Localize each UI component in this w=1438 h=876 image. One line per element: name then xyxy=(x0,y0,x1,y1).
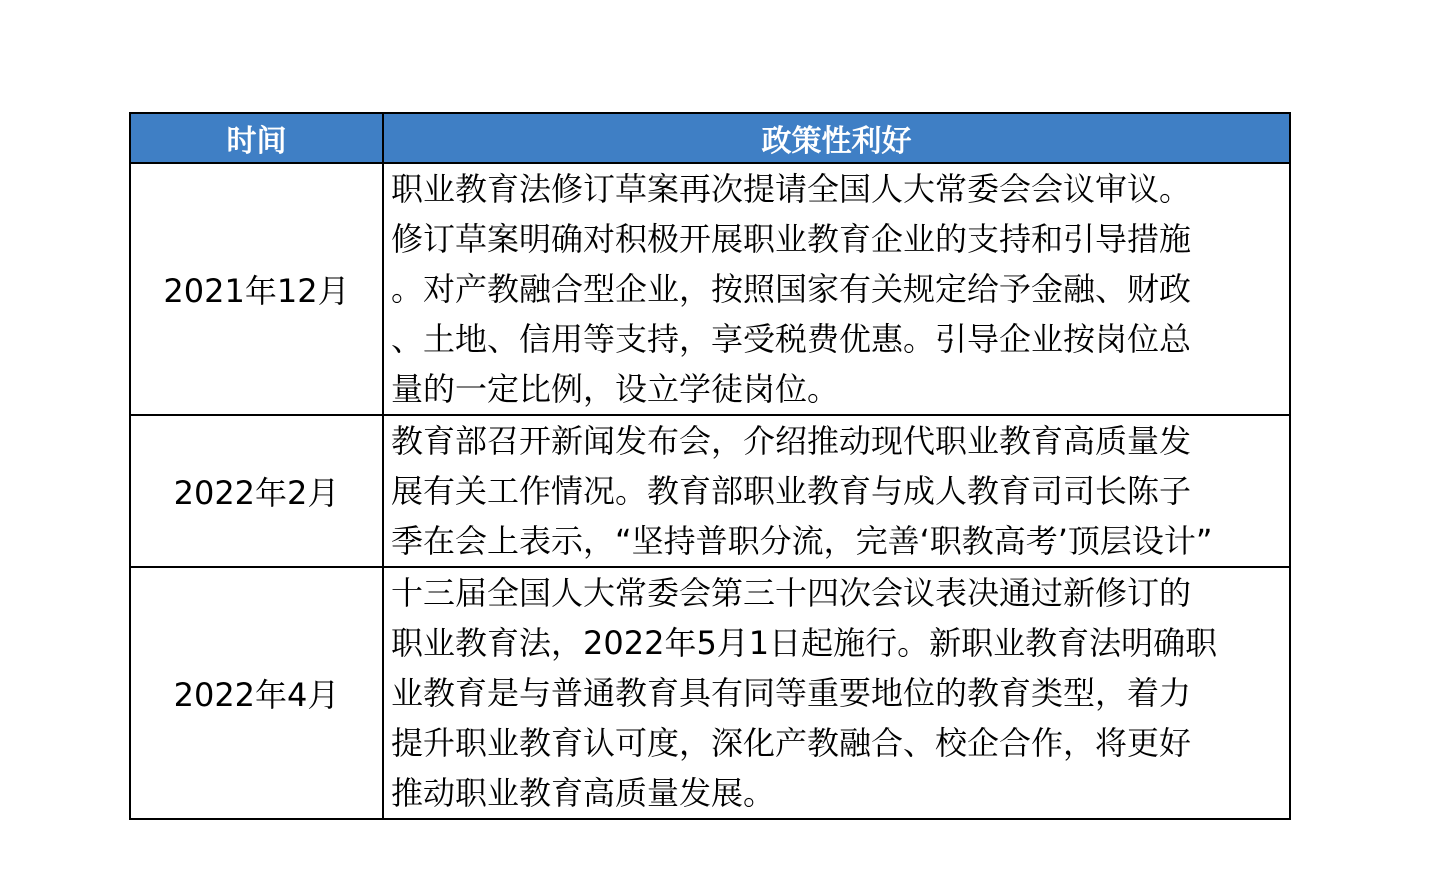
policy-description-cell xyxy=(383,415,1290,567)
table-row xyxy=(130,163,1290,415)
description-line: 教育部召开新闻发布会，介绍推动现代职业教育高质量发 xyxy=(391,422,1192,460)
description-line: 职业教育法，2022年5月1日起施行。新职业教育法明确职 xyxy=(391,624,1218,662)
description-line: 提升职业教育认可度，深化产教融合、校企合作，将更好 xyxy=(391,724,1192,762)
table-row xyxy=(130,415,1290,567)
header-row xyxy=(130,113,1290,163)
date-cell: 2021年12月 xyxy=(130,163,383,415)
description-line: 修订草案明确对积极开展职业教育企业的支持和引导措施 xyxy=(391,220,1192,258)
description-line: 、土地、信用等支持，享受税费优惠。引导企业按岗位总 xyxy=(391,320,1192,358)
description-line: 业教育是与普通教育具有同等重要地位的教育类型，着力 xyxy=(391,674,1192,712)
header-time: 时间 xyxy=(130,113,383,163)
description-line: 。对产教融合型企业，按照国家有关规定给予金融、财政 xyxy=(391,270,1192,308)
policy-description-cell xyxy=(383,163,1290,415)
header-policy: 政策性利好 xyxy=(383,113,1290,163)
policy-description-cell xyxy=(383,567,1290,819)
description-line: 十三届全国人大常委会第三十四次会议表决通过新修订的 xyxy=(391,574,1192,612)
description-line: 量的一定比例，设立学徒岗位。 xyxy=(391,370,840,408)
date-cell: 2022年4月 xyxy=(130,567,383,819)
description-line: 职业教育法修订草案再次提请全国人大常委会会议审议。 xyxy=(391,170,1192,208)
description-line: 展有关工作情况。教育部职业教育与成人教育司司长陈子 xyxy=(391,472,1192,510)
date-cell: 2022年2月 xyxy=(130,415,383,567)
table-row xyxy=(130,567,1290,819)
description-line: 季在会上表示，“坚持普职分流，完善‘职教高考’顶层设计” xyxy=(391,522,1213,560)
description-line: 推动职业教育高质量发展。 xyxy=(391,774,776,812)
policy-table xyxy=(129,112,1291,820)
